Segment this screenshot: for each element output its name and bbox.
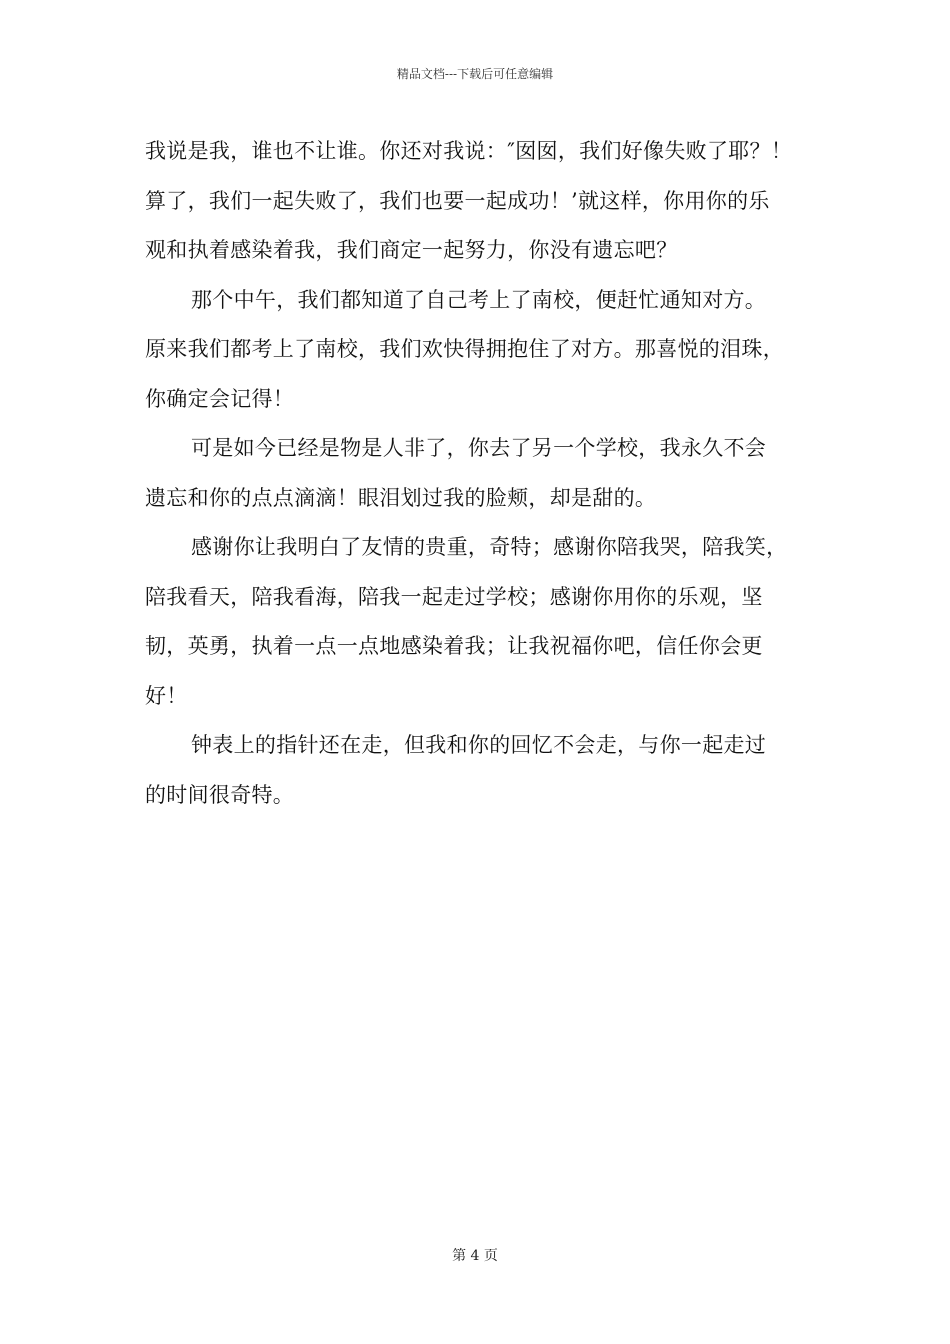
text-line: 好！ (145, 683, 188, 708)
paragraph-first-line: 感谢你让我明白了友情的贵重，奇特；感谢你陪我哭，陪我笑， (191, 535, 788, 559)
text-line: 的时间很奇特。 (145, 782, 295, 807)
text-line: 韧，英勇，执着一点一点地感染着我；让我祝福你吧，信任你会更 (145, 634, 763, 658)
text-line: 算了，我们一起失败了，我们也要一起成功！’就这样，你用你的乐 (145, 188, 770, 213)
text-line: 陪我看天，陪我看海，陪我一起走过学校；感谢你用你的乐观，坚 (145, 584, 763, 609)
paragraph-first-line: 钟表上的指针还在走，但我和你的回忆不会走，与你一起走过 (191, 733, 767, 757)
text-line: 我说是我，谁也不让谁。你还对我说：″囡囡，我们好像失败了耶？！ (145, 139, 793, 163)
page-header: 精品文档---下载后可任意编辑 (396, 67, 554, 81)
document-body (145, 127, 815, 820)
paragraph-first-line: 可是如今已经是物是人非了，你去了另一个学校，我永久不会 (191, 436, 767, 460)
text-line: 观和执着感染着我，我们商定一起努力，你没有遗忘吧？ (145, 238, 678, 262)
page-number: 第 4 页 (452, 1248, 498, 1264)
text-line: 原来我们都考上了南校，我们欢快得拥抱住了对方。那喜悦的泪珠， (145, 337, 784, 361)
paragraph-first-line: 那个中午，我们都知道了自己考上了南校，便赶忙通知对方。 (191, 287, 767, 312)
text-line: 遗忘和你的点点滴滴！眼泪划过我的脸颊，却是甜的。 (145, 485, 657, 510)
text-line: 你确定会记得！ (145, 386, 295, 411)
